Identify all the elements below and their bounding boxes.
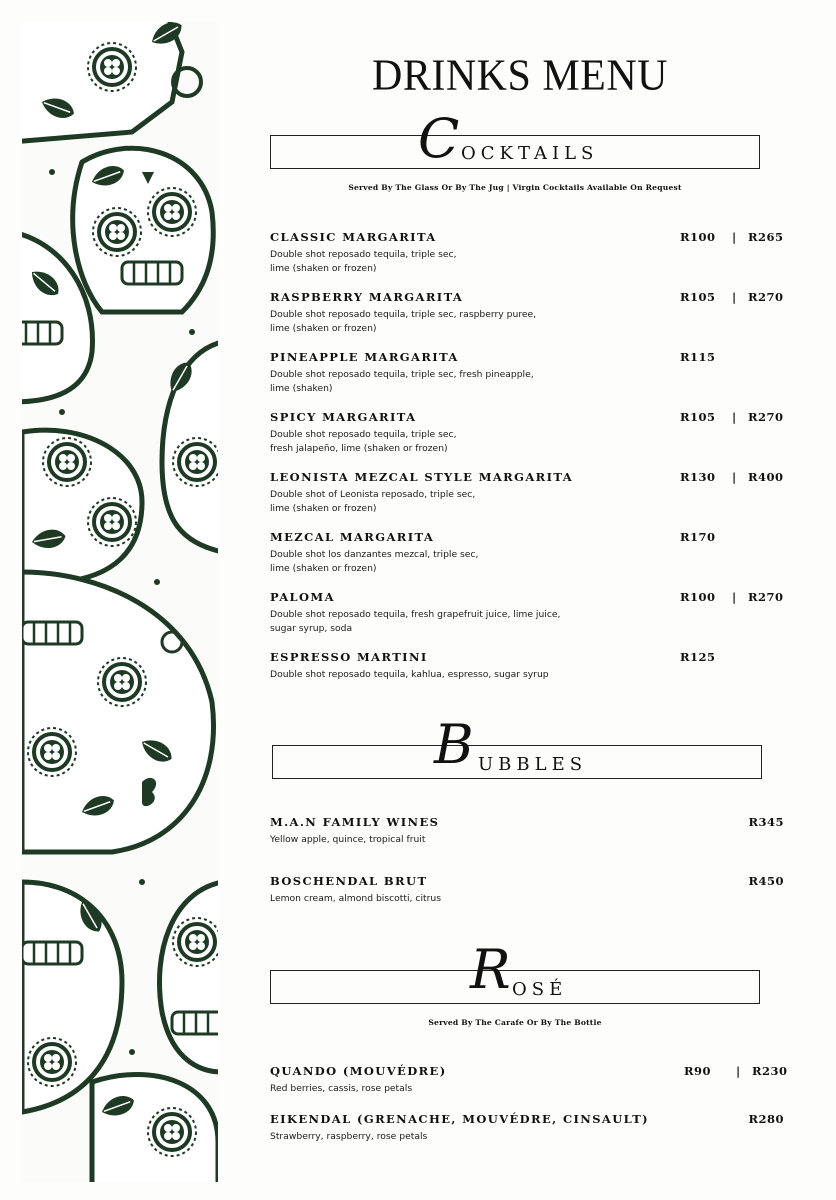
price-jug: R270 (748, 410, 784, 424)
item-name: QUANDO (MOUVÉDRE) (270, 1064, 447, 1078)
menu-item (270, 590, 790, 636)
price-carafe: R90 (684, 1064, 712, 1078)
price-jug: R270 (748, 290, 784, 304)
menu-item (270, 1112, 790, 1144)
price-separator: | (732, 590, 737, 604)
price-glass: R100 (680, 230, 716, 244)
price-jug: R400 (748, 470, 784, 484)
item-description: Double shot reposado tequila, triple sec, raspberry puree, lime (shaken or frozen) (270, 309, 537, 334)
menu-item (270, 410, 790, 456)
price-separator: | (732, 290, 737, 304)
price-jug: R265 (748, 230, 784, 244)
item-name: CLASSIC MARGARITA (270, 230, 437, 244)
price-separator: | (736, 1064, 741, 1078)
item-name: PINEAPPLE MARGARITA (270, 350, 459, 364)
item-description: Double shot of Leonista reposado, triple sec, lime (shaken or frozen) (270, 489, 476, 514)
price-separator: | (732, 470, 737, 484)
cocktails-note: Served By The Glass Or By The Jug | Virgin Cocktails Available On Request (348, 183, 682, 192)
menu-item (270, 350, 790, 396)
item-name: RASPBERRY MARGARITA (270, 290, 464, 304)
item-description: Double shot reposado tequila, triple sec, fresh jalapeño, lime (shaken or frozen) (270, 429, 457, 454)
item-description: Strawberry, raspberry, rose petals (270, 1131, 428, 1142)
item-name: LEONISTA MEZCAL STYLE MARGARITA (270, 470, 574, 484)
menu-item (270, 530, 790, 576)
price-glass: R115 (680, 350, 716, 364)
item-description: Red berries, cassis, rose petals (270, 1083, 413, 1094)
price-glass: R170 (680, 530, 716, 544)
price-glass: R125 (680, 650, 716, 664)
menu-item (270, 1064, 790, 1096)
item-description: Double shot los danzantes mezcal, triple sec, lime (shaken or frozen) (270, 549, 479, 574)
rose-note: Served By The Carafe Or By The Bottle (428, 1018, 602, 1027)
item-name: SPICY MARGARITA (270, 410, 417, 424)
cocktails-initial: C (418, 107, 460, 170)
item-name: PALOMA (270, 590, 335, 604)
item-description: Double shot reposado tequila, triple sec, lime (shaken or frozen) (270, 249, 457, 274)
cocktails-heading: OCKTAILS (461, 143, 599, 164)
sugar-skull-pattern (22, 22, 218, 1182)
item-description: Lemon cream, almond biscotti, citrus (270, 893, 441, 904)
item-name: M.A.N FAMILY WINES (270, 815, 440, 829)
bubbles-initial: B (434, 713, 474, 776)
item-description: Double shot reposado tequila, fresh grapefruit juice, lime juice, sugar syrup, soda (270, 609, 561, 634)
bubbles-heading: UBBLES (478, 754, 588, 775)
rose-heading: OSÉ (512, 979, 568, 1000)
price-glass: R100 (680, 590, 716, 604)
page-title: DRINKS MENU (371, 51, 668, 101)
price-bottle: R280 (748, 1112, 784, 1126)
price-glass: R105 (680, 410, 716, 424)
item-description: Yellow apple, quince, tropical fruit (270, 834, 426, 845)
item-description: Double shot reposado tequila, kahlua, espresso, sugar syrup (270, 669, 549, 680)
menu-item (270, 650, 790, 682)
item-name: BOSCHENDAL BRUT (270, 874, 428, 888)
menu-item (270, 230, 790, 276)
item-name: MEZCAL MARGARITA (270, 530, 435, 544)
price-glass: R130 (680, 470, 716, 484)
price-separator: | (732, 230, 737, 244)
item-name: ESPRESSO MARTINI (270, 650, 428, 664)
item-name: EIKENDAL (GRENACHE, MOUVÉDRE, CINSAULT) (270, 1112, 650, 1126)
price-bottle: R450 (748, 874, 784, 888)
item-description: Double shot reposado tequila, triple sec, fresh pineapple, lime (shaken) (270, 369, 534, 394)
rose-initial: R (470, 938, 511, 1001)
menu-item (270, 470, 790, 516)
price-bottle: R345 (748, 815, 784, 829)
menu-item (270, 815, 790, 847)
menu-item (270, 874, 790, 906)
price-bottle: R230 (752, 1064, 788, 1078)
price-separator: | (732, 410, 737, 424)
menu-item (270, 290, 790, 336)
price-jug: R270 (748, 590, 784, 604)
price-glass: R105 (680, 290, 716, 304)
